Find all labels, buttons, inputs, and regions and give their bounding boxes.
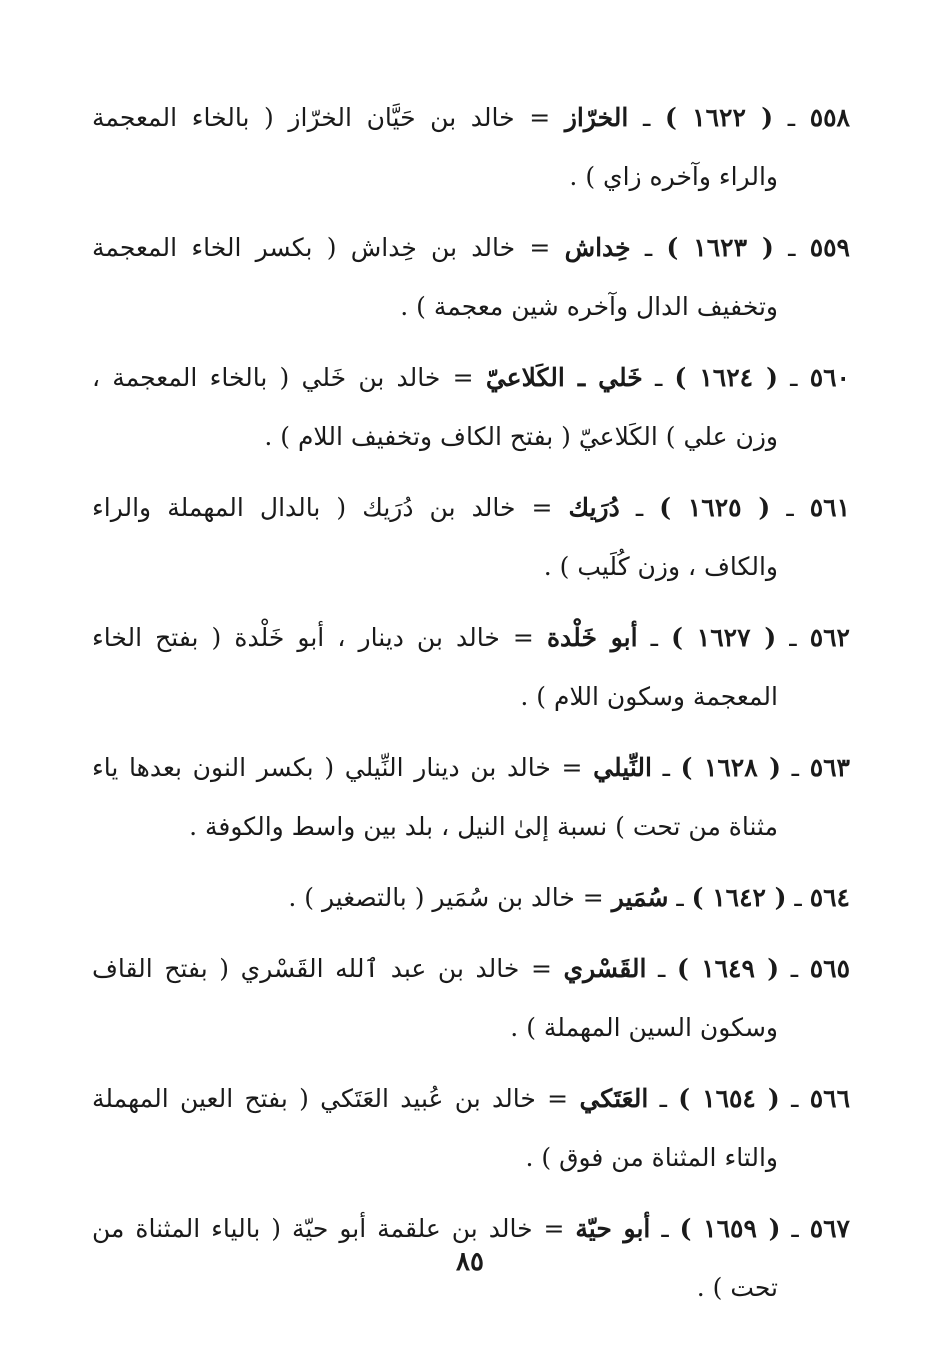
entry-number: ٥٦٥ <box>809 954 851 983</box>
entry-continuation: وتخفيف الدال وآخره شين معجمة ) . <box>400 292 778 321</box>
entry-number: ٥٦٦ <box>809 1084 851 1113</box>
entry-continuation: والراء وآخره زاي ) . <box>569 162 778 191</box>
entry-name: سُمَير <box>611 883 669 912</box>
entry-first-line: ٥٦٧ ـ ( ١٦٥٩ ) ـ أبو حيّة = خالد بن علقمة أبو حيّة ( بالياء المثناة من <box>92 1214 850 1243</box>
entry-text: = خالد بن سُمَير ( بالتصغير ) . <box>288 883 604 912</box>
entry-558 <box>92 88 850 206</box>
entry-continuation: وزن علي ) الكَلاعيّ ( بفتح الكاف وتخفيف اللام ) . <box>264 422 778 451</box>
entry-text: = خالد بن عُبيد العَتَكي ( بفتح العين المهملة <box>92 1084 569 1113</box>
entry-reference: ( ١٦٢٢ ) <box>664 103 774 132</box>
entry-name: دُرَيك <box>568 493 620 522</box>
entry-561 <box>92 478 850 596</box>
entry-559 <box>92 218 850 336</box>
entry-first-line: ٥٥٨ ـ ( ١٦٢٢ ) ـ الخرّاز = خالد بن حَيَّان الخرّاز ( بالخاء المعجمة <box>92 103 850 132</box>
entry-560 <box>92 348 850 466</box>
entry-reference: ( ١٦٢٨ ) <box>680 753 781 782</box>
entry-name: القَسْري <box>563 954 647 983</box>
entry-number: ٥٦٧ <box>809 1214 850 1243</box>
entry-number: ٥٦٤ <box>809 883 850 912</box>
entry-continuation: وسكون السين المهملة ) . <box>510 1013 778 1042</box>
entry-first-line: ٥٦٤ ـ ( ١٦٤٢ ) ـ سُمَير = خالد بن سُمَير ( بالتصغير ) . <box>288 883 850 912</box>
entry-number: ٥٥٩ <box>809 233 850 262</box>
entry-name: أبو خَلْدة <box>546 623 638 652</box>
entry-reference: ( ١٦٢٣ ) <box>666 233 774 262</box>
entry-name: العَتَكي <box>579 1084 649 1113</box>
entry-number: ٥٦٠ <box>809 363 850 392</box>
entry-first-line: ٥٦١ ـ ( ١٦٢٥ ) ـ دُرَيك = خالد بن دُرَيك ( بالدال المهملة والراء <box>92 493 851 522</box>
entry-text: = خالد بن خِداش ( بكسر الخاء المعجمة <box>92 233 551 262</box>
page-number: ٨٥ <box>456 1247 484 1277</box>
entry-text: = خالد بن علقمة أبو حيّة ( بالياء المثناة من <box>92 1214 565 1243</box>
entry-first-line: ٥٥٩ ـ ( ١٦٢٣ ) ـ خِداش = خالد بن خِداش ( بكسر الخاء المعجمة <box>92 233 850 262</box>
entry-reference: ( ١٦٤٩ ) <box>676 954 780 983</box>
entry-continuation: مثناة من تحت ) نسبة إلىٰ النيل ، بلد بين واسط والكوفة . <box>189 812 778 841</box>
entry-first-line: ٥٦٣ ـ ( ١٦٢٨ ) ـ النِّيلي = خالد بن دينار النِّيلي ( بكسر النون بعدها ياء <box>92 753 850 782</box>
entry-number: ٥٦١ <box>809 493 851 522</box>
entry-565 <box>92 939 850 1057</box>
entry-continuation: والتاء المثناة من فوق ) . <box>525 1143 778 1172</box>
entry-continuation: والكاف ، وزن كُلَيب ) . <box>543 552 778 581</box>
entry-name: أبو حيّة <box>575 1214 651 1243</box>
entry-text: = خالد بن حَيَّان الخرّاز ( بالخاء المعجمة <box>92 103 551 132</box>
entry-first-line: ٥٦٢ ـ ( ١٦٢٧ ) ـ أبو خَلْدة = خالد بن دينار ، أبو خَلْدة ( بفتح الخاء <box>92 623 850 652</box>
entry-562 <box>92 608 850 726</box>
entry-text: = خالد بن دُرَيك ( بالدال المهملة والراء <box>92 493 553 522</box>
entry-first-line: ٥٦٦ ـ ( ١٦٥٤ ) ـ العَتَكي = خالد بن عُبيد العَتَكي ( بفتح العين المهملة <box>92 1084 851 1113</box>
entry-reference: ( ١٦٢٧ ) <box>671 623 777 652</box>
entry-reference: ( ١٦٤٢ ) <box>691 883 787 912</box>
entry-reference: ( ١٦٥٤ ) <box>678 1084 780 1113</box>
entry-number: ٥٥٨ <box>809 103 850 132</box>
entry-name: خِداش <box>564 233 631 262</box>
entry-text: = خالد بن دينار النِّيلي ( بكسر النون بعدها ياء <box>92 753 583 782</box>
entry-number: ٥٦٣ <box>809 753 850 782</box>
entry-continuation: المعجمة وسكون اللام ) . <box>520 682 778 711</box>
entry-name: خَلي ـ الكَلاعيّ <box>485 363 643 392</box>
entry-564 <box>92 868 850 927</box>
entry-reference: ( ١٦٢٤ ) <box>674 363 778 392</box>
page-body <box>92 88 850 1329</box>
entry-text: = خالد بن عبد ٱلله القَسْري ( بفتح القاف <box>92 954 552 983</box>
entry-first-line: ٥٦٥ ـ ( ١٦٤٩ ) ـ القَسْري = خالد بن عبد ٱلله القَسْري ( بفتح القاف <box>92 954 851 983</box>
entry-name: النِّيلي <box>593 753 652 782</box>
entry-text: = خالد بن دينار ، أبو خَلْدة ( بفتح الخاء <box>92 623 534 652</box>
entry-reference: ( ١٦٥٩ ) <box>679 1214 781 1243</box>
entry-number: ٥٦٢ <box>809 623 850 652</box>
entry-first-line: ٥٦٠ ـ ( ١٦٢٤ ) ـ خَلي ـ الكَلاعيّ = خالد بن خَلي ( بالخاء المعجمة ، <box>92 363 850 392</box>
entry-566 <box>92 1069 850 1187</box>
entry-name: الخرّاز <box>564 103 629 132</box>
entry-563 <box>92 738 850 856</box>
entry-continuation: تحت ) . <box>696 1273 778 1302</box>
entry-reference: ( ١٦٢٥ ) <box>659 493 771 522</box>
entry-text: = خالد بن خَلي ( بالخاء المعجمة ، <box>92 363 474 392</box>
